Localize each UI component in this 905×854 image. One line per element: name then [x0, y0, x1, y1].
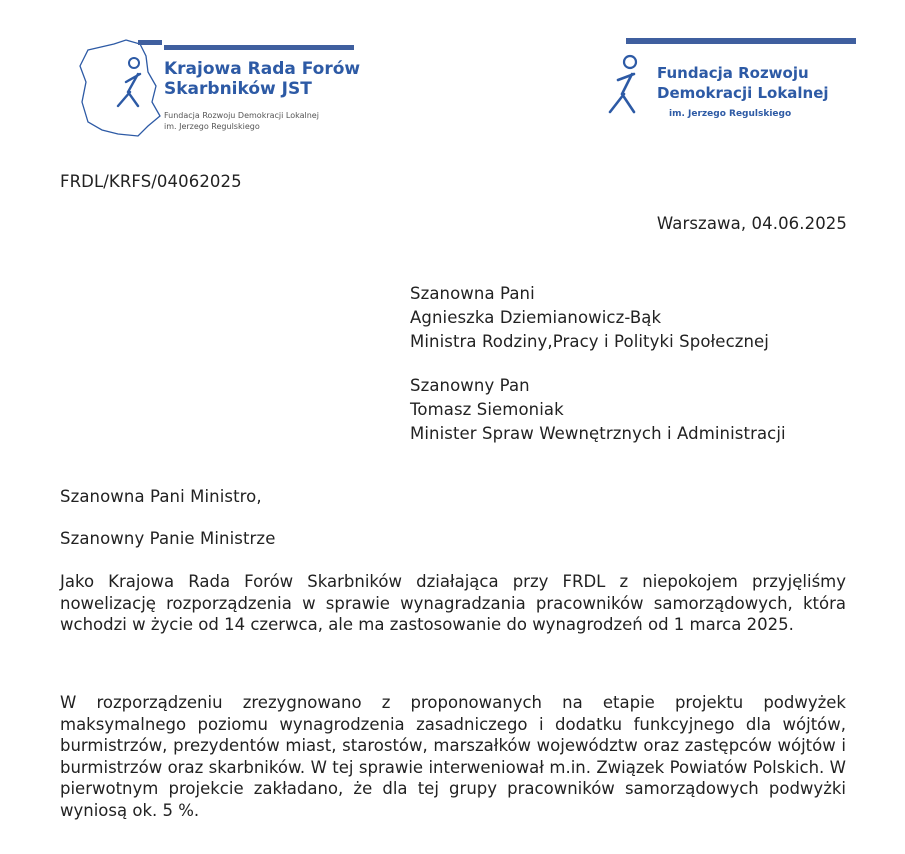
- recipient-name: Agnieszka Dziemianowicz-Bąk: [410, 308, 662, 327]
- frdl-subtitle: im. Jerzego Regulskiego: [669, 109, 792, 119]
- logo-bar: [164, 45, 354, 51]
- reference-number: FRDL/KRFS/04062025: [60, 172, 242, 191]
- recipient-name: Tomasz Siemoniak: [410, 400, 564, 419]
- krfs-subtitle-line2: im. Jerzego Regulskiego: [164, 122, 260, 131]
- walking-figure-icon: [604, 52, 652, 118]
- frdl-title-line2: Demokracji Lokalnej: [657, 84, 829, 102]
- logo-bar: [626, 38, 856, 46]
- krfs-logo: [78, 36, 361, 146]
- recipient-block: [410, 374, 786, 446]
- poland-map-icon: [78, 36, 164, 142]
- place-date: Warszawa, 04.06.2025: [656, 214, 847, 233]
- greeting: Szanowny Panie Ministrze: [60, 529, 276, 548]
- recipient-block: [410, 282, 769, 354]
- frdl-logo: [600, 36, 860, 136]
- greeting: Szanowna Pani Ministro,: [60, 487, 262, 506]
- recipient-role: Minister Spraw Wewnętrznych i Administracji: [410, 424, 786, 443]
- krfs-subtitle: [164, 110, 319, 132]
- frdl-title: [657, 63, 829, 103]
- frdl-title-line1: Fundacja Rozwoju: [657, 64, 809, 82]
- krfs-subtitle-line1: Fundacja Rozwoju Demokracji Lokalnej: [164, 111, 319, 120]
- body-paragraph: Jako Krajowa Rada Forów Skarbników działająca przy FRDL z niepokojem przyjęliśmy nowelizację rozporządzenia w sprawie wynagradzania pracowników samorządowych, która wchodzi w życie od 14 czerwca, ale ma zastosowanie do wynagrodzeń od 1 marca 2025.: [60, 572, 846, 634]
- krfs-title-line2: Skarbników JST: [164, 79, 312, 99]
- krfs-title: [164, 59, 360, 99]
- krfs-title-line1: Krajowa Rada Forów: [164, 59, 361, 79]
- recipient-salutation: Szanowny Pan: [410, 376, 530, 395]
- recipient-role: Ministra Rodziny,Pracy i Polityki Społecznej: [410, 332, 769, 351]
- recipient-salutation: Szanowna Pani: [410, 284, 535, 303]
- body-paragraph: W rozporządzeniu zrezygnowano z proponowanych na etapie projektu podwyżek maksymalnego poziomu wynagrodzenia zasadniczego i dodatku funkcyjnego dla wójtów, burmistrzów, prezydentów miast, starostów, marszałków województw oraz zastępców wójtów i burmistrzów oraz skarbników. W tej sprawie interweniował m.in. Związek Powiatów Polskich. W pierwotnym projekcie zakładano, że dla tej grupy pracowników samorządowych podwyżki wyniosą ok. 5 %.: [60, 693, 846, 820]
